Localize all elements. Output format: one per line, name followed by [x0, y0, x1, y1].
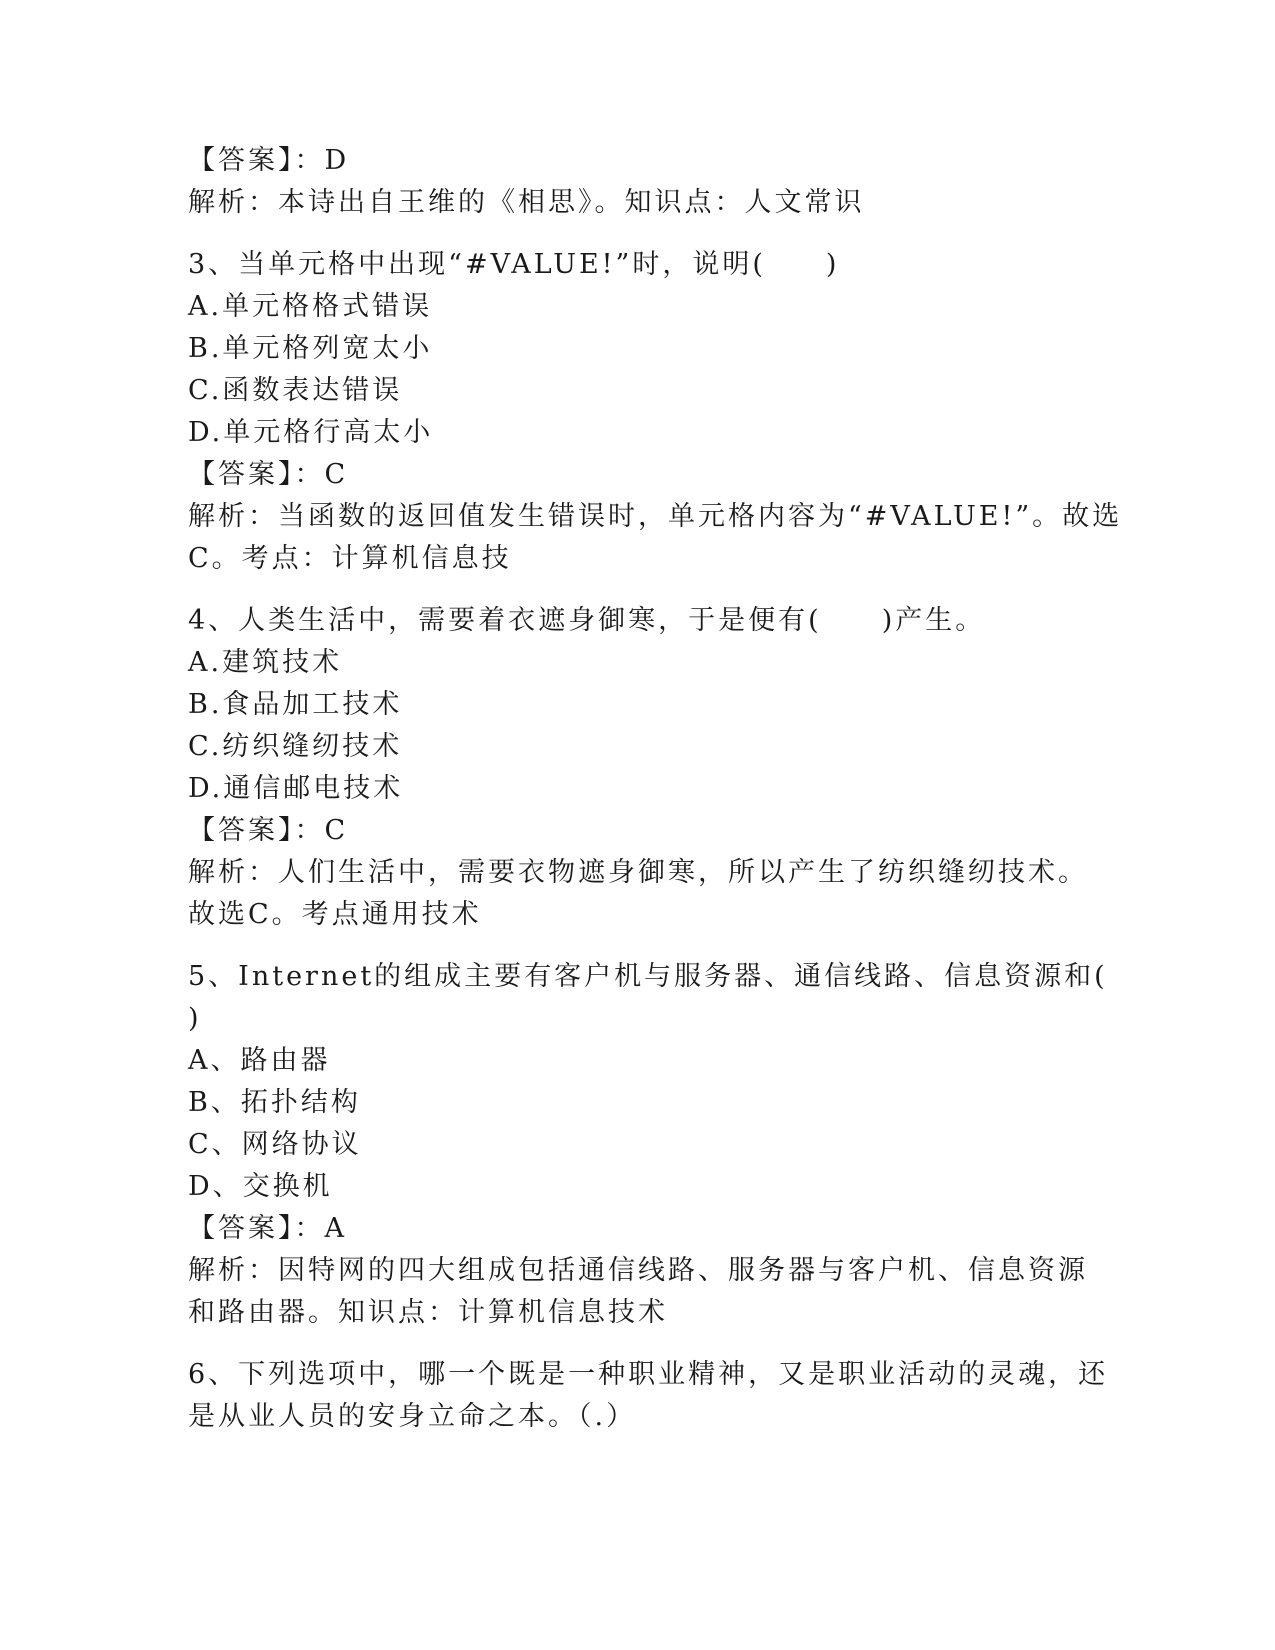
option-d: D.单元格行高太小: [188, 417, 434, 448]
question-2-tail: [188, 140, 1088, 224]
option-c: C.纺织缝纫技术: [188, 731, 403, 762]
analysis-line: 解析：本诗出自王维的《相思》。知识点：人文常识: [188, 187, 865, 218]
question-4: [188, 600, 1088, 936]
question-stem: 6、下列选项中，哪一个既是一种职业精神，又是职业活动的灵魂，还: [188, 1359, 1109, 1390]
option-d: D.通信邮电技术: [188, 773, 404, 804]
answer-line: 【答案】：A: [188, 1213, 347, 1244]
question-stem: 3、当单元格中出现“#VALUE!”时，说明( ): [188, 249, 840, 280]
analysis-line: 故选C。考点通用技术: [188, 899, 482, 930]
answer-line: 【答案】：C: [188, 459, 349, 490]
option-a: A、路由器: [188, 1045, 331, 1076]
answer-line: 【答案】：D: [188, 145, 350, 176]
question-stem: 是从业人员的安身立命之本。（.）: [188, 1401, 637, 1432]
analysis-line: 和路由器。知识点：计算机信息技术: [188, 1297, 668, 1328]
option-b: B、拓扑结构: [188, 1087, 361, 1118]
analysis-line: 解析：因特网的四大组成包括通信线路、服务器与客户机、信息资源: [188, 1255, 1088, 1286]
option-a: A.单元格格式错误: [188, 291, 433, 322]
document-page: [188, 140, 1123, 1438]
option-b: B.食品加工技术: [188, 689, 403, 720]
question-3: [188, 244, 1123, 580]
option-c: C、网络协议: [188, 1129, 362, 1160]
question-6: [188, 1354, 1109, 1438]
question-stem: ): [188, 1003, 202, 1034]
analysis-line: 解析：当函数的返回值发生错误时，单元格内容为“#VALUE!”。故选: [188, 501, 1123, 532]
option-c: C.函数表达错误: [188, 375, 403, 406]
answer-line: 【答案】：C: [188, 815, 349, 846]
question-stem: 5、Internet的组成主要有客户机与服务器、通信线路、信息资源和(: [188, 961, 1108, 992]
question-stem: 4、人类生活中，需要着衣遮身御寒，于是便有( )产生。: [188, 605, 986, 636]
option-d: D、交换机: [188, 1171, 333, 1202]
analysis-line: C。考点：计算机信息技: [188, 543, 512, 574]
analysis-line: 解析：人们生活中，需要衣物遮身御寒，所以产生了纺织缝纫技术。: [188, 857, 1088, 888]
option-b: B.单元格列宽太小: [188, 333, 433, 364]
option-a: A.建筑技术: [188, 647, 343, 678]
question-5: [188, 956, 1108, 1334]
